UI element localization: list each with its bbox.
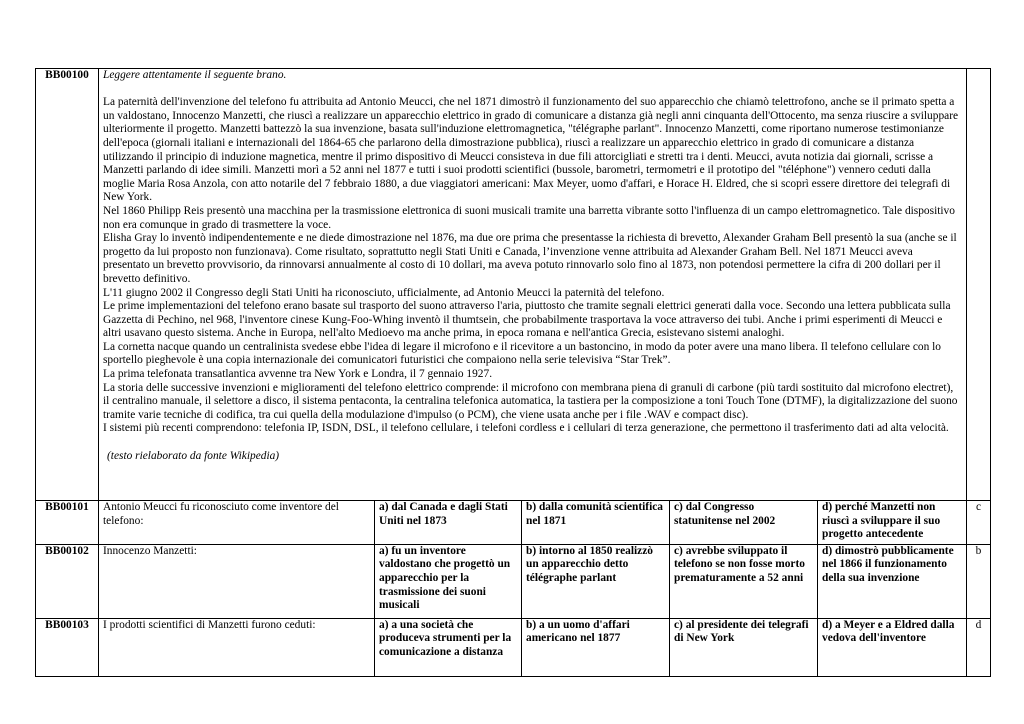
correct-answer: d — [967, 618, 991, 676]
option-a: a) fu un inventore valdostano che progettò un apparecchio per la trasmissione dei suoni musicali — [375, 544, 522, 618]
option-a: a) a una società che produceva strumenti per la comunicazione a distanza — [375, 618, 522, 676]
option-d: d) perché Manzetti non riuscì a sviluppare il suo progetto antecedente — [818, 501, 967, 545]
question-table — [35, 68, 991, 677]
option-d: d) dimostrò pubblicamente nel 1866 il funzionamento della sua invenzione — [818, 544, 967, 618]
question-row — [36, 544, 991, 618]
question-text: Innocenzo Manzetti: — [99, 544, 375, 618]
option-c: c) al presidente dei telegrafi di New York — [670, 618, 818, 676]
passage-row — [36, 69, 991, 501]
passage-cell — [99, 69, 967, 501]
correct-answer: b — [967, 544, 991, 618]
passage-paragraph: I sistemi più recenti comprendono: telefonia IP, ISDN, DSL, il telefono cellulare, i telefoni cordless e i cellulari di terza generazione, che permettono il trasferimento dati ad alta velocità. — [103, 422, 949, 435]
correct-answer: c — [967, 501, 991, 545]
passage-paragraph: Nel 1860 Philipp Reis presentò una macchina per la trasmissione elettronica di suoni musicali tramite una barretta vibrante sotto l'influenza di un campo elettromagnetico. Tale dispositivo non era comunque in grado di trasmettere la voce. — [103, 204, 955, 231]
passage-paragraph: La paternità dell'invenzione del telefono fu attribuita ad Antonio Meucci, che nel 1871 dimostrò il funzionamento del suo apparecchio che chiamò telettrofono, anche se il primato spetta a un valdostano, Innocenzo Manzetti, che riuscì a realizzare un apparecchio elettrico in grado di comunicare a distanza già negli anni cinquanta dell'Ottocento, ma senza riuscire a sviluppare ulteriormente il progetto. Manzetti battezzò la sua invenzione, basata sull'induzione elettromagnetica, "télégraphe parlant". Innocenzo Manzetti, come riportano numerose testimonianze dell'epoca (giornali italiani e internazionali del 1864-65 che parlarono della dimostrazione pubblica), riuscì a realizzare un apparecchio elettrico in grado di comunicare a distanza utilizzando il principio di induzione magnetica, mentre il primo dispositivo di Meucci consisteva in due fili attorcigliati e stretti tra i denti. Meucci, avuta notizia dai giornali, scrisse a Manzetti parlando di idee simili. Manzetti morì a 52 anni nel 1877 e tutti i suoi prodotti scientifici (bussole, barometri, termometri e il prototipo del "téléphone") vennero ceduti dalla moglie Maria Rosa Anzola, con atto notarile del 7 febbraio 1880, a due viaggiatori americani: Max Meyer, uomo d'affari, e Horace H. Eldred, che si scoprì essere direttore dei telegrafi di New York. — [103, 96, 959, 204]
question-code: BB00103 — [36, 618, 99, 676]
passage-source: (testo rielaborato da fonte Wikipedia) — [107, 449, 280, 462]
option-d: d) a Meyer e a Eldred dalla vedova dell'inventore — [818, 618, 967, 676]
passage-intro: Leggere attentamente il seguente brano. — [103, 69, 287, 81]
passage-paragraph: La prima telefonata transatlantica avvenne tra New York e Londra, il 7 gennaio 1927. — [103, 368, 493, 381]
passage-code: BB00100 — [36, 69, 99, 501]
passage-paragraph: La storia delle successive invenzioni e miglioramenti del telefono elettrico comprende: il microfono con membrana piena di granuli di carbone (più tardi sostituito dal microfono electret), il centralino manuale, il selettore a disco, il sistema pentaconta, la centralina telefonica automatica, la tastiera per la composizione a toni Touch Tone (DTMF), la digitalizzazione del suono tramite varie tecniche di codifica, tra cui quella della modulazione d'impulso (o PCM), che viene usata anche per i file .WAV e compact disc). — [103, 381, 958, 421]
option-b: b) intorno al 1850 realizzò un apparecchio detto télégraphe parlant — [522, 544, 670, 618]
passage-paragraph: Le prime implementazioni del telefono erano basate sul trasporto del suono attraverso l'aria, piuttosto che tramite segnali elettrici generati dalla voce. Secondo una lettera pubblicata sulla Gazzetta di Pechino, nel 968, l'inventore cinese Kung-Foo-Whing inventò il thumtsein, che probabilmente trasportava la voce attraverso dei tubi. Anche i primi esperimenti di Meucci e altri usavano questo sistema. Anche in Europa, nell'alto Medioevo ma anche prima, in epoca romana e nell'antica Grecia, esistevano sistemi analoghi. — [103, 300, 951, 340]
option-a: a) dal Canada e dagli Stati Uniti nel 1873 — [375, 501, 522, 545]
question-code: BB00101 — [36, 501, 99, 545]
passage-answer-cell — [967, 69, 991, 501]
question-row — [36, 501, 991, 545]
passage-paragraph: Elisha Gray lo inventò indipendentemente e ne diede dimostrazione nel 1876, ma due ore prima che presentasse la richiesta di brevetto, Alexander Graham Bell presentò la sua (anche se il progetto da lui proposto non funzionava). Come risultato, soprattutto negli Stati Uniti e Canada, l’invenzione venne attribuita ad Alexander Graham Bell. Nel 1871 Meucci aveva presentato un brevetto provvisorio, da rinnovarsi annualmente al costo di 10 dollari, ma aveva potuto rinnovarlo solo fino al 1873, non potendosi permettere la cifra di 200 dollari per il brevetto definitivo. — [103, 232, 957, 285]
question-text: Antonio Meucci fu riconosciuto come inventore del telefono: — [99, 501, 375, 545]
question-row — [36, 618, 991, 676]
passage-paragraph: L'11 giugno 2002 il Congresso degli Stati Uniti ha riconosciuto, ufficialmente, ad Antonio Meucci la paternità del telefono. — [103, 286, 665, 299]
question-code: BB00102 — [36, 544, 99, 618]
passage-paragraph: La cornetta nacque quando un centralinista svedese ebbe l'idea di legare il microfono e il ricevitore a un bastoncino, in modo da poter avere una mano libera. Il telefono cellulare con lo sportello pieghevole è una copia internazionale dei comunicatori futuristici che compaiono nella serie televisiva “Star Trek”. — [103, 340, 941, 367]
question-text: I prodotti scientifici di Manzetti furono ceduti: — [99, 618, 375, 676]
option-b: b) a un uomo d'affari americano nel 1877 — [522, 618, 670, 676]
option-b: b) dalla comunità scientifica nel 1871 — [522, 501, 670, 545]
option-c: c) dal Congresso statunitense nel 2002 — [670, 501, 818, 545]
option-c: c) avrebbe sviluppato il telefono se non fosse morto prematuramente a 52 anni — [670, 544, 818, 618]
